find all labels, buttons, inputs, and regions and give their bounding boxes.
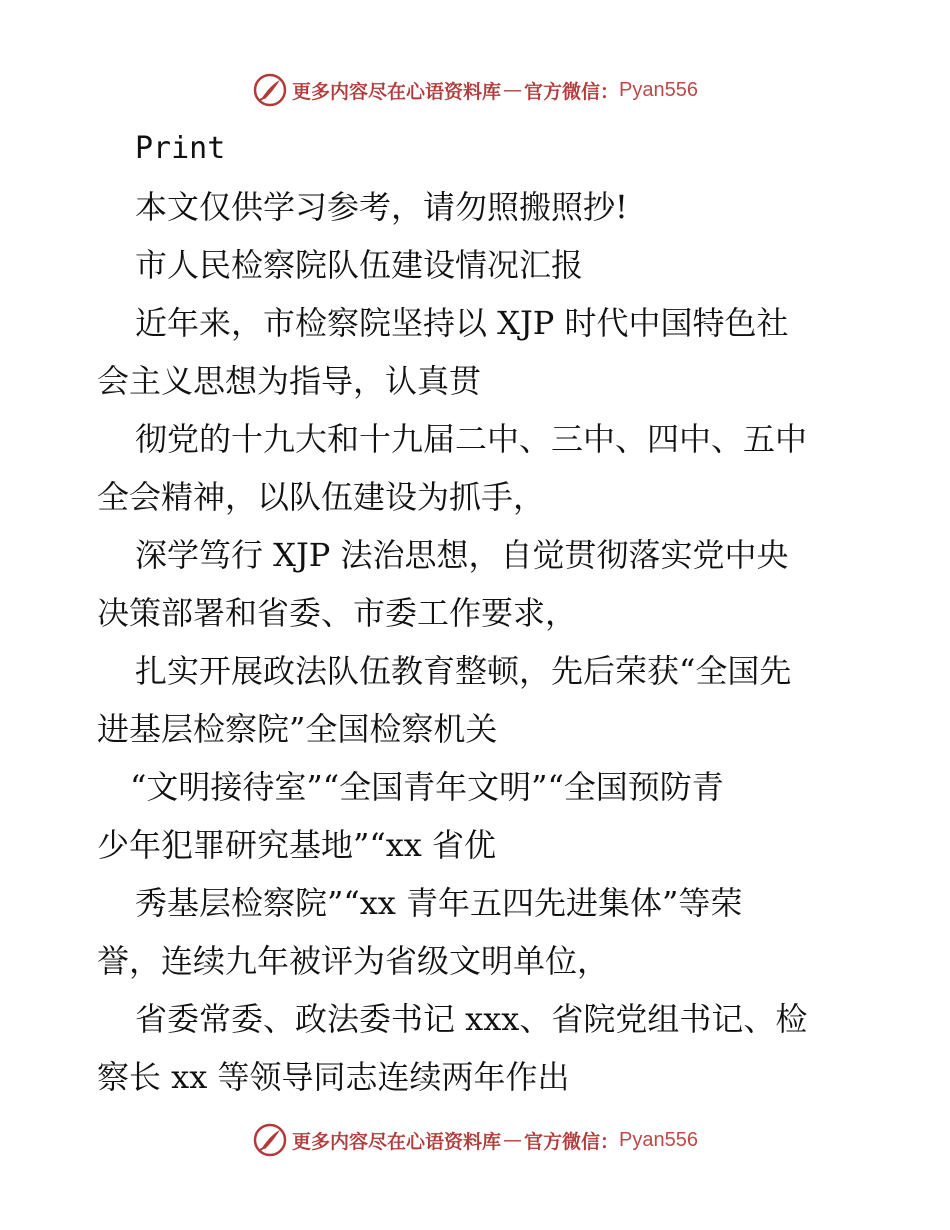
watermark-separator: —: [503, 1129, 523, 1151]
watermark-text: 更多内容尽在心语资料库: [292, 1130, 502, 1153]
document-line: 秀基层检察院”“xx 青年五四先进集体”等荣: [135, 884, 743, 922]
header-watermark: [0, 70, 950, 110]
document-line: 本文仅供学习参考，请勿照搬照抄!: [135, 188, 628, 226]
document-line: 彻党的十九大和十九届二中、三中、四中、五中: [135, 420, 808, 458]
quill-logo-icon: [252, 72, 288, 108]
watermark-text: 更多内容尽在心语资料库: [292, 80, 502, 103]
document-line: 深学笃行 XJP 法治思想，自觉贯彻落实党中央: [135, 536, 789, 574]
document-line: 决策部署和省委、市委工作要求，: [97, 594, 578, 632]
document-title: 市人民检察院队伍建设情况汇报: [135, 246, 584, 284]
quill-logo-icon: [252, 1122, 288, 1158]
document-line: 省委常委、政法委书记 xxx、省院党组书记、检: [135, 1000, 808, 1038]
watermark-separator: —: [503, 79, 523, 101]
footer-watermark: [0, 1120, 950, 1160]
watermark-handle: Pyan556: [619, 1128, 698, 1151]
document-line: “文明接待室”“全国青年文明”“全国预防青: [130, 768, 724, 806]
document-line: 少年犯罪研究基地”“xx 省优: [97, 826, 496, 864]
document-line: 会主义思想为指导，认真贯: [97, 362, 482, 400]
document-line: 进基层检察院”全国检察机关: [97, 710, 498, 748]
document-line: 扎实开展政法队伍教育整顿，先后荣获“全国先: [135, 652, 792, 690]
watermark-handle: Pyan556: [619, 78, 698, 101]
document-line: 近年来，市检察院坚持以 XJP 时代中国特色社: [135, 304, 789, 342]
document-line: 察长 xx 等领导同志连续两年作出: [97, 1058, 570, 1096]
document-line: 誉，连续九年被评为省级文明单位，: [97, 942, 610, 980]
watermark-suffix: 官方微信：: [524, 80, 620, 103]
document-line: Print: [135, 131, 226, 166]
watermark-suffix: 官方微信：: [524, 1130, 620, 1153]
document-line: 全会精神，以队伍建设为抓手，: [97, 478, 546, 516]
